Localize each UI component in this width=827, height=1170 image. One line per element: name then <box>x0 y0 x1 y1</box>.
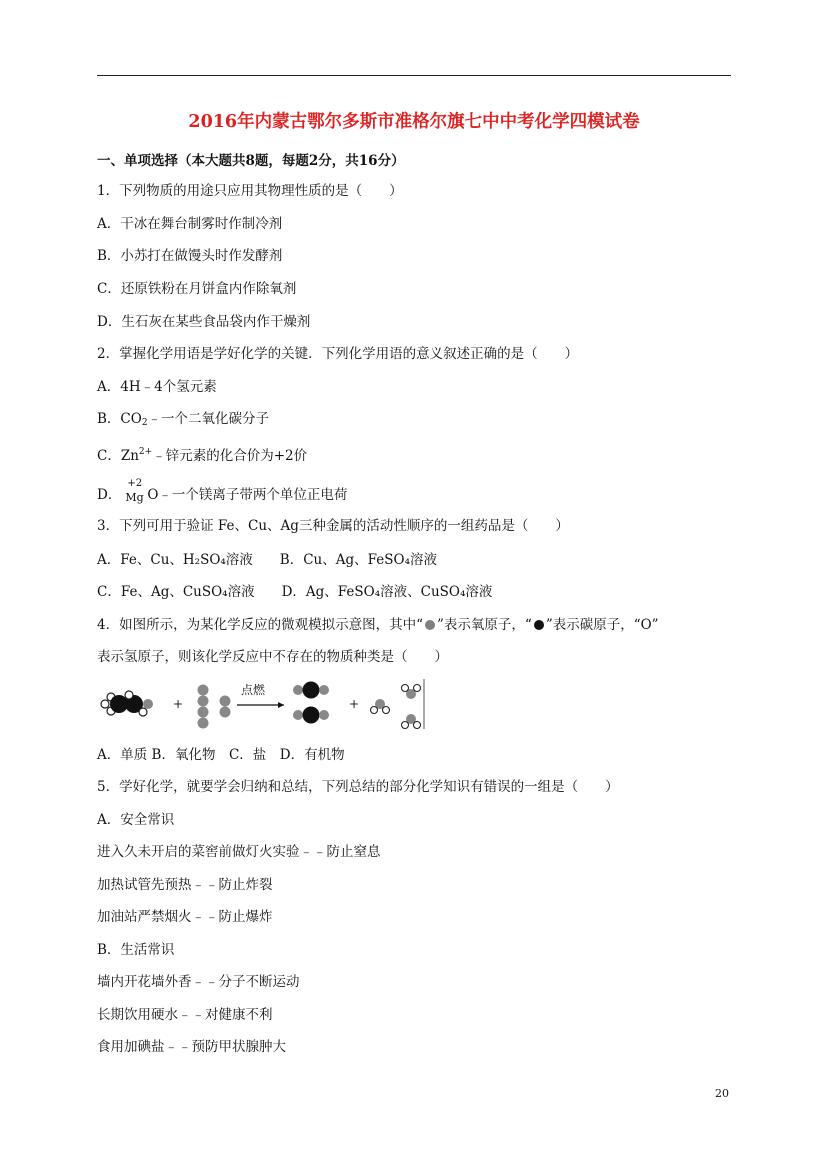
zinc-ion: Zn <box>120 448 139 464</box>
carbon-atom-icon <box>534 620 544 630</box>
q4-stem-part3: ”表示碳原子，“O” <box>545 617 659 633</box>
q3-options-ab: A．Fe、Cu、H₂SO₄溶液 B．Cu、Ag、FeSO₄溶液 <box>97 552 437 568</box>
q1-option-c: C．还原铁粉在月饼盒内作除氧剂 <box>97 281 297 297</box>
q3-stem: 3．下列可用于验证 Fe、Cu、Ag三种金属的活动性顺序的一组药品是（ ） <box>97 518 569 534</box>
hydrogen-atom <box>125 691 133 699</box>
q5-a-item-2: 加热试管先预热﹣﹣防止炸裂 <box>97 877 273 893</box>
carbon-atom <box>303 707 320 724</box>
q2-option-a: A．4H﹣4个氢元素 <box>97 379 217 395</box>
oxygen-atom <box>143 699 153 709</box>
oxygen-atom <box>319 685 329 695</box>
q5-b-item-1: 墙内开花墙外香﹣﹣分子不断运动 <box>97 974 300 990</box>
oxygen-atom <box>293 685 303 695</box>
hydrogen-atom <box>371 707 378 714</box>
page-number: 20 <box>715 1087 729 1100</box>
mg-valence-notation <box>125 479 143 505</box>
q2-option-c <box>97 443 307 465</box>
q1-stem: 1．下列物质的用途只应用其物理性质的是（ ） <box>97 183 403 199</box>
q3-options-cd: C．Fe、Ag、CuSO₄溶液 D．Ag、FeSO₄溶液、CuSO₄溶液 <box>97 584 493 600</box>
oxygen-atom <box>198 707 209 718</box>
carbon-atom <box>303 682 320 699</box>
arrow-head <box>278 702 284 708</box>
oxygen-atom <box>293 710 303 720</box>
q5-b-item-2: 长期饮用硬水﹣﹣对健康不利 <box>97 1007 273 1023</box>
q1-option-b: B．小苏打在做馒头时作发酵剂 <box>97 248 283 264</box>
q5-b-heading: B．生活常识 <box>97 942 175 958</box>
mg-valence: +2 <box>127 478 143 489</box>
q4-stem-part2: ”表示氧原子，“ <box>437 617 532 633</box>
q4-stem-line2: 表示氢原子，则该化学反应中不存在的物质种类是（ ） <box>97 649 448 665</box>
reactant-ethane-molecule <box>101 691 153 716</box>
mg-symbol: Mg <box>125 491 144 504</box>
q1-option-d: D．生石灰在某些食品袋内作干燥剂 <box>97 314 311 330</box>
oxygen-atom <box>319 710 329 720</box>
reaction-diagram <box>99 677 426 730</box>
hydrogen-atom <box>139 708 147 716</box>
reactant-oxygen-molecules <box>198 685 231 729</box>
hydrogen-atom <box>402 685 409 692</box>
q1-option-a: A．干冰在舞台制雾时作制冷剂 <box>97 216 283 232</box>
hydrogen-atom <box>414 685 421 692</box>
oxygen-atom <box>198 718 209 729</box>
q5-b-item-3: 食用加碘盐﹣﹣预防甲状腺肿大 <box>97 1039 286 1055</box>
zinc-charge: 2+ <box>138 447 153 457</box>
hydrogen-atom <box>383 707 390 714</box>
q2-c-label: C． <box>97 448 121 464</box>
q5-stem: 5．学好化学，就要学会归纳和总结，下列总结的部分化学知识有错误的一组是（ ） <box>97 779 619 795</box>
q5-a-item-3: 加油站严禁烟火﹣﹣防止爆炸 <box>97 909 273 925</box>
oxygen-atom-icon <box>425 620 435 630</box>
oxygen-atom <box>220 696 231 707</box>
q2-stem: 2．掌握化学用语是学好化学的关键．下列化学用语的意义叙述正确的是（ ） <box>97 346 579 362</box>
q4-stem-line1 <box>97 616 659 634</box>
q2-option-d <box>97 479 347 505</box>
q2-option-b <box>97 410 269 432</box>
oxygen-atom <box>220 707 231 718</box>
header-rule <box>97 75 731 76</box>
section-heading: 一、单项选择（本大题共8题，每题2分，共16分） <box>97 153 405 169</box>
q5-a-item-1: 进入久未开启的菜窖前做灯火实验﹣﹣防止窒息 <box>97 844 381 860</box>
plus-sign: + <box>349 697 360 711</box>
product-water-molecules <box>371 685 421 729</box>
q2-c-text: ﹣锌元素的化合价为+2价 <box>152 448 308 464</box>
q4-stem-part1: 4．如图所示，为某化学反应的微观模拟示意图，其中“ <box>97 617 423 633</box>
product-co2-molecules <box>293 682 329 724</box>
co2-formula: CO <box>120 411 142 427</box>
co2-subscript: 2 <box>141 418 148 428</box>
q2-b-label: B． <box>97 411 121 427</box>
plus-sign: + <box>173 697 184 711</box>
q2-d-text: O﹣一个镁离子带两个单位正电荷 <box>147 487 348 503</box>
page-title: 2016年内蒙古鄂尔多斯市准格尔旗七中中考化学四模试卷 <box>188 112 640 132</box>
hydrogen-atom <box>402 722 409 729</box>
q5-a-heading: A．安全常识 <box>97 812 175 828</box>
q2-b-text: ﹣一个二氧化碳分子 <box>147 411 270 427</box>
hydrogen-atom <box>414 722 421 729</box>
q2-d-label: D． <box>97 487 122 503</box>
arrow-condition-label: 点燃 <box>241 683 266 697</box>
hydrogen-atom <box>101 700 109 708</box>
q4-options: A．单质 B．氧化物 C．盐 D．有机物 <box>97 747 345 763</box>
oxygen-atom <box>198 696 209 707</box>
oxygen-atom <box>198 685 209 696</box>
